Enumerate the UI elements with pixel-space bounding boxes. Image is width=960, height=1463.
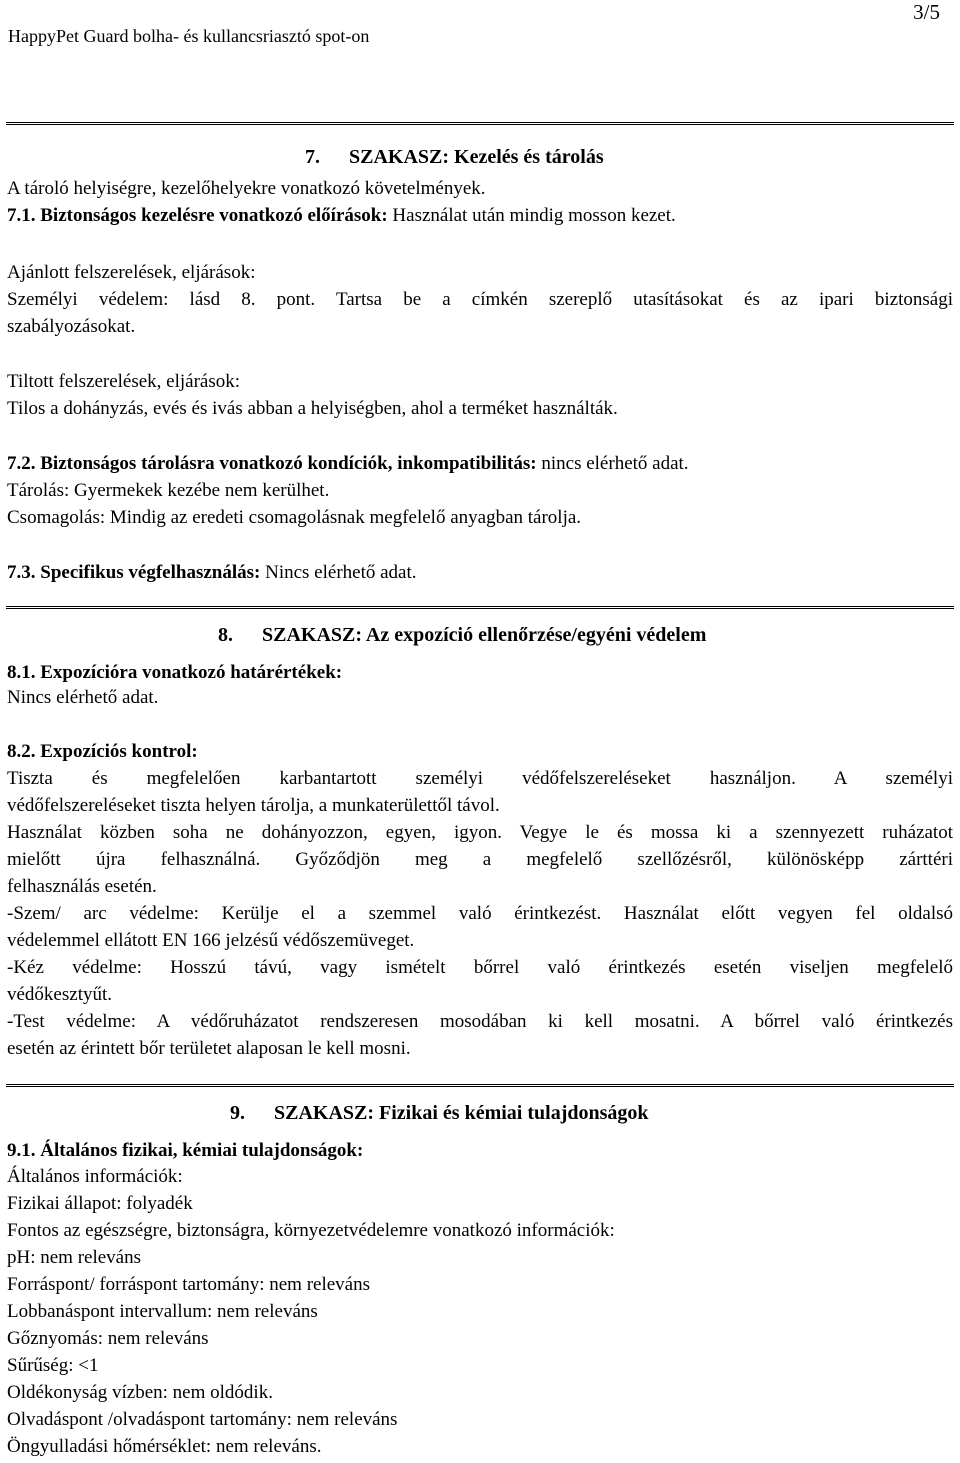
recommended-line-1: Személyi védelem: lásd 8. pont. Tartsa be a címkén szereplő utasításokat és az ipari biztonsági [7, 289, 953, 310]
paragraph-7-1-text: Használat után mindig mosson kezet. [387, 205, 676, 226]
section-8-title: SZAKASZ: Az expozíció ellenőrzése/egyéni védelem [262, 624, 707, 646]
section-9-number: 9. [230, 1102, 245, 1124]
paragraph-7-2-text: nincs elérhető adat. [536, 453, 689, 474]
physical-state: Fizikai állapot: folyadék [7, 1193, 193, 1214]
ph-value: pH: nem releváns [7, 1247, 142, 1268]
paragraph-8-1-label-text: 8.1. Expozícióra vonatkozó határértékek: [7, 662, 343, 683]
section-7-heading [305, 146, 604, 169]
boiling-point: Forráspont/ forráspont tartomány: nem releváns [7, 1274, 371, 1295]
recommended-line-2: szabályozásokat. [7, 316, 136, 337]
hand-protection-line-1: -Kéz védelme: Hosszú távú, vagy ismételt bőrrel való érintkezés esetén viseljen megfelelő [7, 957, 953, 978]
storage-requirements-intro: A tároló helyiségre, kezelőhelyekre vonatkozó követelmények. [7, 178, 486, 199]
water-solubility: Oldékonyság vízben: nem oldódik. [7, 1382, 273, 1403]
exposure-line-5: felhasználás esetén. [7, 876, 157, 897]
paragraph-7-3-text: Nincs elérhető adat. [260, 562, 417, 583]
melting-point: Olvadáspont /olvadáspont tartomány: nem releváns [7, 1409, 398, 1430]
section-8-number: 8. [218, 624, 233, 646]
section-7-title: SZAKASZ: Kezelés és tárolás [349, 146, 604, 168]
density: Sűrűség: <1 [7, 1355, 99, 1376]
section-7-number: 7. [305, 146, 320, 168]
section-9-heading [230, 1102, 649, 1125]
paragraph-7-1 [7, 205, 953, 227]
auto-ignition-temperature: Öngyulladási hőmérséklet: nem releváns. [7, 1436, 322, 1457]
body-protection-line-2: esetén az érintett bőr területet alaposan le kell mosni. [7, 1038, 411, 1059]
body-protection-line-1: -Test védelme: A védőruházatot rendszeresen mosodában ki kell mosatni. A bőrrel való érintkezés [7, 1011, 953, 1032]
section-divider [6, 606, 954, 609]
paragraph-9-1-label-text: 9.1. Általános fizikai, kémiai tulajdonságok: [7, 1140, 364, 1161]
section-8-heading [218, 624, 706, 647]
paragraph-8-1-text: Nincs elérhető adat. [7, 687, 159, 708]
paragraph-7-2-label: 7.2. Biztonságos tárolásra vonatkozó kondíciók, inkompatibilitás: [7, 453, 537, 474]
important-info: Fontos az egészségre, biztonságra, környezetvédelemre vonatkozó információk: [7, 1220, 615, 1241]
flash-point: Lobbanáspont intervallum: nem releváns [7, 1301, 318, 1322]
exposure-line-3: Használat közben soha ne dohányozzon, egyen, igyon. Vegye le és mossa ki a szennyezett ruházatot [7, 822, 953, 843]
paragraph-7-1-label: 7.1. Biztonságos kezelésre vonatkozó előírások: [7, 205, 388, 226]
vapor-pressure: Gőznyomás: nem releváns [7, 1328, 209, 1349]
general-info: Általános információk: [7, 1166, 183, 1187]
page-number: 3/5 [913, 0, 940, 24]
section-divider [6, 122, 954, 125]
section-divider [6, 1084, 954, 1087]
eye-protection-line-1: -Szem/ arc védelme: Kerülje el a szemmel való érintkezést. Használat előtt vegyen fel oldalsó [7, 903, 953, 924]
paragraph-8-1-label [7, 662, 953, 684]
storage-text: Tárolás: Gyermekek kezébe nem kerülhet. [7, 480, 330, 501]
exposure-line-2: védőfelszereléseket tiszta helyen tárolja, a munkaterülettől távol. [7, 795, 500, 816]
paragraph-7-2 [7, 453, 953, 475]
hand-protection-line-2: védőkesztyűt. [7, 984, 113, 1005]
paragraph-7-3 [7, 562, 953, 584]
paragraph-8-2-label [7, 741, 953, 763]
exposure-line-1: Tiszta és megfelelően karbantartott személyi védőfelszereléseket használjon. A személyi [7, 768, 953, 789]
section-9-title: SZAKASZ: Fizikai és kémiai tulajdonságok [274, 1102, 649, 1124]
paragraph-8-2-label-text: 8.2. Expozíciós kontrol: [7, 741, 198, 762]
recommended-title: Ajánlott felszerelések, eljárások: [7, 262, 256, 283]
paragraph-9-1-label [7, 1140, 953, 1162]
eye-protection-line-2: védelemmel ellátott EN 166 jelzésű védőszemüveget. [7, 930, 415, 951]
paragraph-7-3-label: 7.3. Specifikus végfelhasználás: [7, 562, 261, 583]
exposure-line-4: mielőtt újra felhasználná. Győződjön meg a megfelelő szellőzésről, különösképp zárttéri [7, 849, 953, 870]
forbidden-title: Tiltott felszerelések, eljárások: [7, 371, 241, 392]
packaging-text: Csomagolás: Mindig az eredeti csomagolásnak megfelelő anyagban tárolja. [7, 507, 582, 528]
forbidden-text: Tilos a dohányzás, evés és ivás abban a helyiségben, ahol a terméket használták. [7, 398, 618, 419]
document-title: HappyPet Guard bolha- és kullancsriasztó spot-on [8, 26, 370, 46]
